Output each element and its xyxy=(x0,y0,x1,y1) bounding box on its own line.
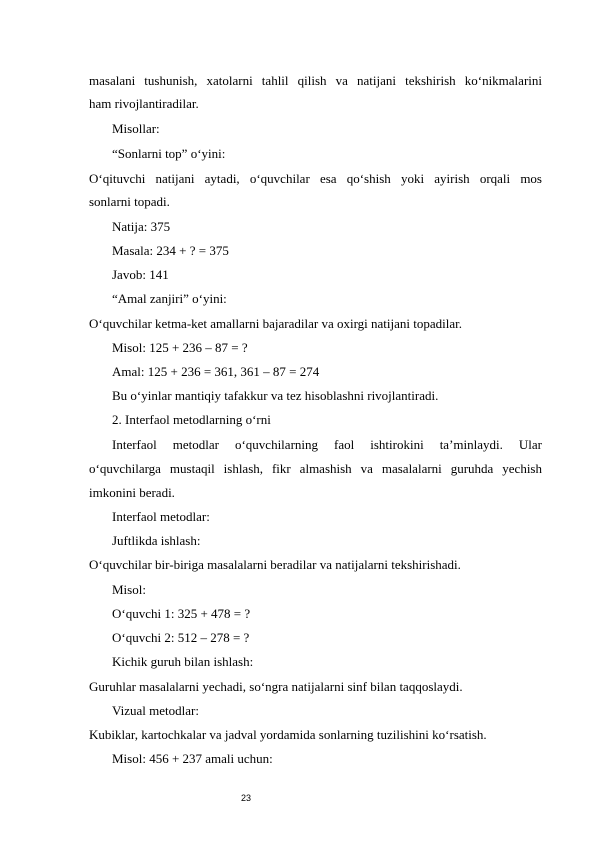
subsection-heading: Juftlikda ishlash: xyxy=(112,533,201,548)
paragraph-line: ham rivojlantiradilar. xyxy=(89,96,199,111)
example-line: Masala: 234 + ? = 375 xyxy=(112,243,229,258)
subsection-heading: “Amal zanjiri” o‘yini: xyxy=(112,291,227,306)
example-line: Misol: 125 + 236 – 87 = ? xyxy=(112,340,248,355)
subsection-heading: “Sonlarni top” o‘yini: xyxy=(112,146,226,161)
paragraph-line: O‘quvchilar ketma-ket amallarni bajaradilar va oxirgi natijani topadilar. xyxy=(89,316,463,331)
paragraph-line: O‘quvchilar bir-biriga masalalarni beradilar va natijalarni tekshirishadi. xyxy=(89,557,461,572)
example-line: Amal: 125 + 236 = 361, 361 – 87 = 274 xyxy=(112,364,320,379)
paragraph-line: Guruhlar masalalarni yechadi, so‘ngra natijalarni sinf bilan taqqoslaydi. xyxy=(89,679,463,694)
page-number: 23 xyxy=(241,793,252,803)
example-line: O‘quvchi 1: 325 + 478 = ? xyxy=(112,606,251,621)
section-label: Misollar: xyxy=(112,121,160,136)
paragraph-line: Kubiklar, kartochkalar va jadval yordamida sonlarning tuzilishini ko‘rsatish. xyxy=(89,727,487,742)
example-line: Natija: 375 xyxy=(112,219,171,234)
paragraph-line: o‘quvchilarga mustaqil ishlash, fikr almashish va masalalarni guruhda yechish xyxy=(89,461,542,476)
section-heading: 2. Interfaol metodlarning o‘rni xyxy=(112,412,271,427)
example-line: Misol: 456 + 237 amali uchun: xyxy=(112,751,273,766)
paragraph-line: sonlarni topadi. xyxy=(89,194,170,209)
paragraph-line: O‘qituvchi natijani aytadi, o‘quvchilar esa qo‘shish yoki ayirish orqali mos xyxy=(89,171,542,186)
paragraph-line: imkonini beradi. xyxy=(89,485,175,500)
example-line: Misol: xyxy=(112,582,146,597)
section-label: Interfaol metodlar: xyxy=(112,509,210,524)
paragraph-line: Bu o‘yinlar mantiqiy tafakkur va tez hisoblashni rivojlantiradi. xyxy=(112,388,439,403)
example-line: O‘quvchi 2: 512 – 278 = ? xyxy=(112,630,250,645)
paragraph-line: Interfaol metodlar o‘quvchilarning faol ishtirokini ta’minlaydi. Ular xyxy=(112,437,542,452)
subsection-heading: Kichik guruh bilan ishlash: xyxy=(112,654,254,669)
example-line: Javob: 141 xyxy=(112,267,169,282)
paragraph-line: masalani tushunish, xatolarni tahlil qilish va natijani tekshirish ko‘nikmalarini xyxy=(89,73,542,88)
subsection-heading: Vizual metodlar: xyxy=(112,703,199,718)
